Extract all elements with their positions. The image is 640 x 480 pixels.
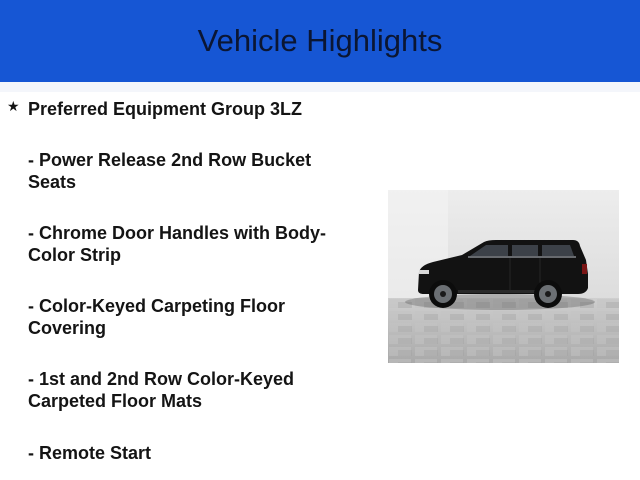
suv-illustration xyxy=(388,190,619,363)
highlight-item: - Color-Keyed Carpeting Floor Covering xyxy=(28,296,286,338)
highlight-item: - Power Release 2nd Row Bucket Seats xyxy=(28,150,312,192)
highlight-item: - Remote Start xyxy=(28,443,152,463)
highlight-item: Preferred Equipment Group 3LZ xyxy=(28,99,303,119)
highlight-item: - Chrome Door Handles with Body-Color Strip xyxy=(28,223,327,265)
star-icon: ★ xyxy=(7,98,20,114)
header-bar xyxy=(0,0,640,82)
page-title: Vehicle Highlights xyxy=(197,23,443,58)
highlight-item: - 1st and 2nd Row Color-Keyed Carpeted Floor Mats xyxy=(28,369,295,411)
vehicle-photo xyxy=(388,190,619,363)
header-underlay xyxy=(0,82,640,92)
